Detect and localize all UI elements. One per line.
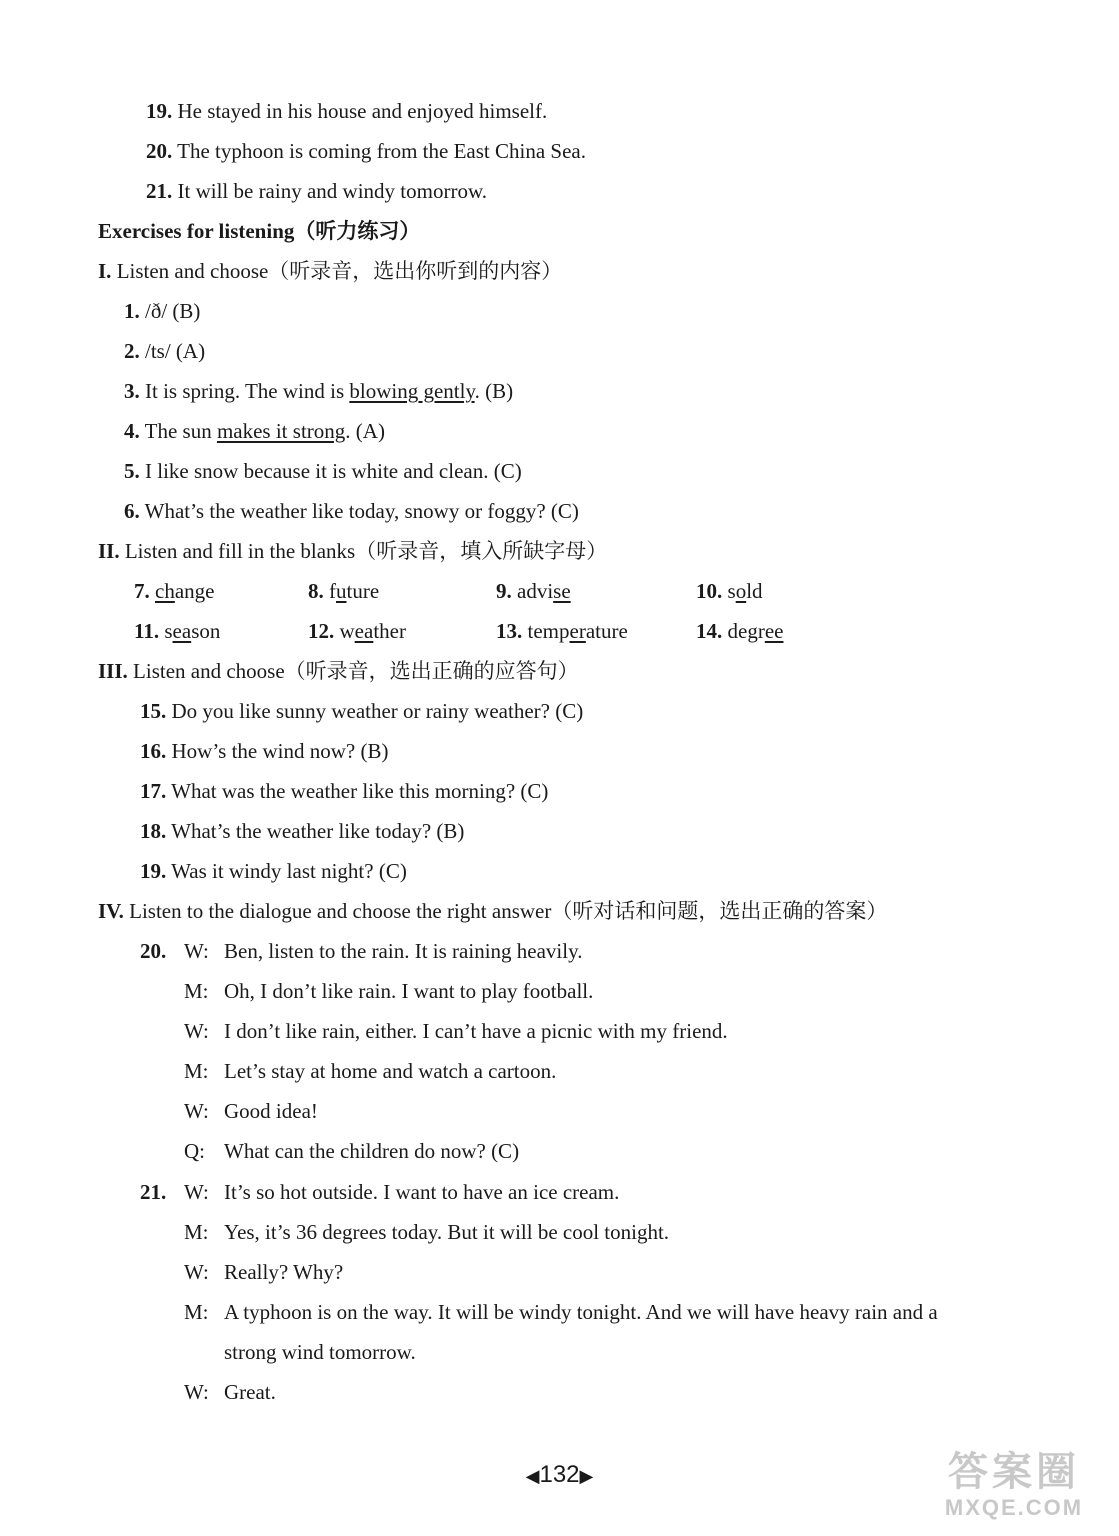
top-item: 19. He stayed in his house and enjoyed himself. [146,99,548,123]
dialogue-line: 20. W: Ben, listen to the rain. It is raining heavily. [140,939,583,963]
dialogue-line: M: Let’s stay at home and watch a cartoon. [184,1059,557,1083]
fill-word: 9. advise [496,579,571,603]
list-item: 19. Was it windy last night? (C) [140,859,407,883]
page-number: ◀132▶ [525,1461,594,1488]
list-item: 6. What’s the weather like today, snowy or foggy? (C) [124,499,579,523]
list-item: 5. I like snow because it is white and clean. (C) [124,459,522,483]
list-item: 2. /ts/ (A) [124,339,206,363]
dialogue-line: W: Great. [184,1380,276,1404]
list-item: 16. How’s the wind now? (B) [140,739,389,763]
dialogue-line: W: Good idea! [184,1099,318,1123]
list-item: 1. /ð/ (B) [124,299,201,323]
triangle-right-icon: ▶ [579,1466,594,1486]
section-1-title: I. Listen and choose（听录音，选出你听到的内容） [98,259,563,283]
fill-word: 8. future [308,579,380,603]
fill-word: 10. sold [696,579,763,603]
dialogue-line: W: Really? Why? [184,1260,344,1284]
fill-word: 12. weather [308,619,406,643]
fill-word: 11. season [134,619,221,643]
dialogue-line: 21. W: It’s so hot outside. I want to have an ice cream. [140,1180,620,1204]
dialogue-line: W: I don’t like rain, either. I can’t have a picnic with my friend. [184,1019,728,1043]
section-2-title: II. Listen and fill in the blanks（听录音，填入所缺字母） [98,539,608,563]
fill-word: 7. change [134,579,215,603]
dialogue-line: M: Oh, I don’t like rain. I want to play football. [184,979,594,1003]
dialogue-line: M: A typhoon is on the way. It will be windy tonight. And we will have heavy rain and a [184,1300,938,1324]
fill-word: 14. degree [696,619,784,643]
section-3-title: III. Listen and choose（听录音，选出正确的应答句） [98,659,579,683]
section-4-title: IV. Listen to the dialogue and choose the right answer（听对话和问题，选出正确的答案） [98,899,888,923]
list-item: 18. What’s the weather like today? (B) [140,819,465,843]
watermark-logo: 答案圈 MXQE.COM [944,1450,1084,1520]
list-item: 15. Do you like sunny weather or rainy weather? (C) [140,699,584,723]
top-item: 21. It will be rainy and windy tomorrow. [146,179,487,203]
list-item: 4. The sun makes it strong. (A) [124,419,385,443]
dialogue-line: strong wind tomorrow. [224,1340,416,1364]
triangle-left-icon: ◀ [525,1466,540,1486]
list-item: 17. What was the weather like this morning? (C) [140,779,549,803]
dialogue-line: M: Yes, it’s 36 degrees today. But it will be cool tonight. [184,1220,670,1244]
listening-heading: Exercises for listening（听力练习） [98,219,421,243]
dialogue-line: Q: What can the children do now? (C) [184,1139,520,1163]
fill-word: 13. temperature [496,619,628,643]
list-item: 3. It is spring. The wind is blowing gently. (B) [124,379,514,403]
top-item: 20. The typhoon is coming from the East China Sea. [146,139,586,163]
